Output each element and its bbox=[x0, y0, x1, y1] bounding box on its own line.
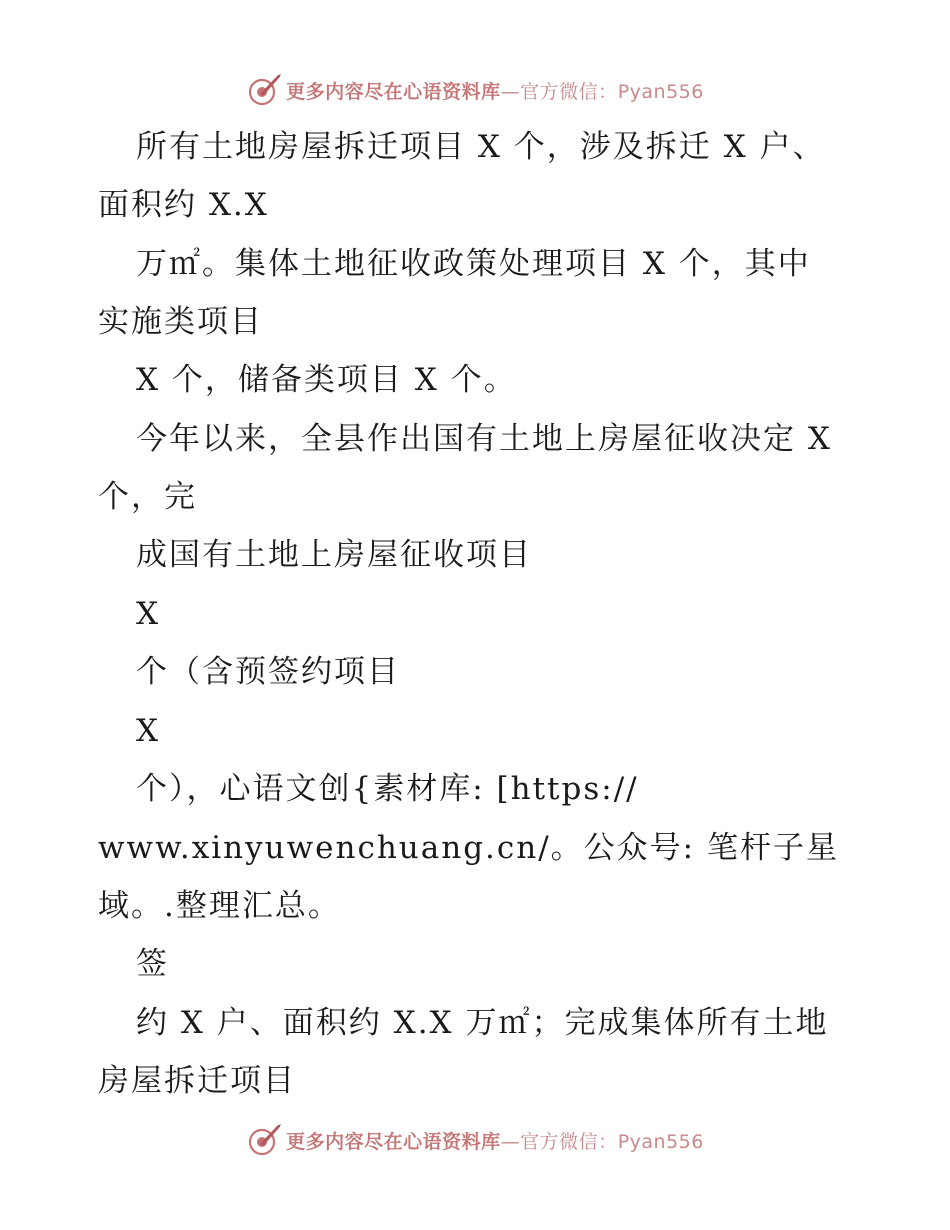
text-line: X bbox=[136, 596, 161, 632]
watermark-text: 更多内容尽在心语资料库—官方微信：Pyan556 bbox=[286, 80, 704, 103]
text-line: 签 bbox=[136, 946, 169, 982]
text-line: 房屋拆迁项目 bbox=[98, 1063, 296, 1099]
text-line: 万㎡。集体土地征收政策处理项目 X 个，其中 bbox=[136, 246, 811, 282]
text-line: 成国有土地上房屋征收项目 bbox=[136, 537, 532, 573]
text-line: 实施类项目 bbox=[98, 304, 263, 340]
footer-watermark bbox=[0, 1120, 950, 1160]
text-line: 个），心语文创{素材库: [https:// bbox=[136, 771, 639, 807]
watermark-text: 更多内容尽在心语资料库—官方微信：Pyan556 bbox=[286, 1130, 704, 1153]
quill-seal-icon bbox=[246, 1122, 282, 1158]
text-line: 域。.整理汇总。 bbox=[98, 888, 341, 924]
text-line: 面积约 X.X bbox=[98, 187, 269, 223]
text-line: 个，完 bbox=[98, 479, 197, 515]
text-line: www.xinyuwenchuang.cn/。公众号: 笔杆子星 bbox=[98, 830, 839, 866]
text-line: 约 X 户、面积约 X.X 万㎡；完成集体所有土地 bbox=[136, 1005, 829, 1041]
text-line: 今年以来，全县作出国有土地上房屋征收决定 X bbox=[136, 421, 832, 457]
text-line: X 个，储备类项目 X 个。 bbox=[136, 362, 517, 398]
text-line: 个（含预签约项目 bbox=[136, 654, 400, 690]
text-line: X bbox=[136, 713, 161, 749]
text-line: 所有土地房屋拆迁项目 X 个，涉及拆迁 X 户、 bbox=[136, 129, 826, 165]
